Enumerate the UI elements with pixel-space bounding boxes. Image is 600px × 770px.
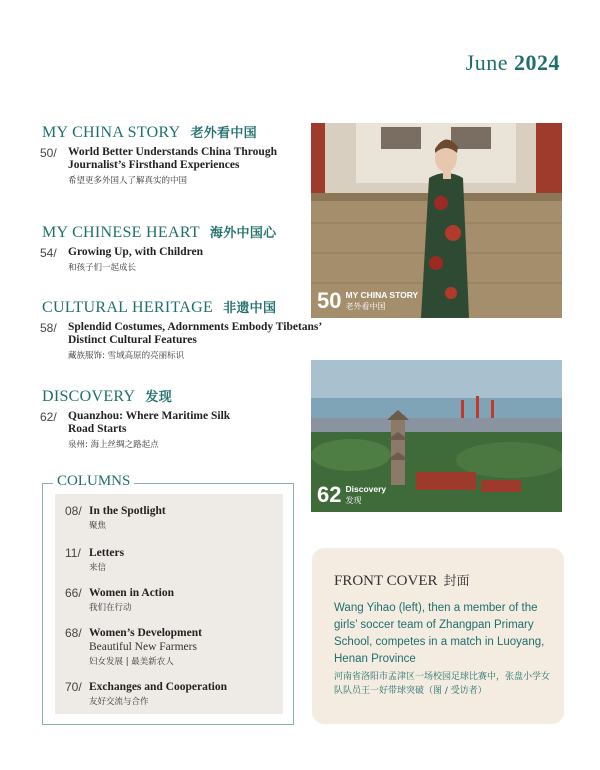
column-subtitle: 来信 [89, 563, 107, 573]
section-discovery [42, 386, 242, 450]
issue-month: June [465, 50, 508, 75]
photo-caption-cn: 发现 [345, 496, 362, 505]
column-subtitle: 我们在行动 [89, 603, 132, 613]
section-my-chinese-heart [42, 222, 312, 273]
issue-year: 2024 [514, 50, 560, 75]
page-number: 08/ [65, 504, 82, 518]
section-heading [42, 386, 242, 406]
page-number: 66/ [65, 586, 82, 600]
section-heading [42, 222, 312, 242]
toc-entry[interactable] [42, 146, 312, 186]
page-number: 11/ [65, 546, 81, 560]
entry-title: Quanzhou: Where Maritime Silk Road Starts [68, 410, 231, 435]
entry-title: Growing Up, with Children [68, 246, 204, 258]
toc-entry[interactable] [42, 321, 322, 361]
columns-box [42, 473, 294, 725]
issue-date [466, 50, 560, 76]
entry-title: Splendid Costumes, Adornments Embody Tibetans’ Distinct Cultural Features [68, 321, 322, 346]
page-number: 68/ [65, 626, 82, 640]
column-item[interactable] [65, 680, 275, 707]
section-heading-en: CULTURAL HERITAGE [42, 299, 214, 316]
front-cover-title-cn: 封面 [443, 574, 470, 589]
column-title: Exchanges and Cooperation [89, 681, 228, 693]
section-heading-en: DISCOVERY [42, 388, 136, 405]
front-cover-title-en: FRONT COVER [334, 573, 438, 589]
column-subtitle: 友好交流与合作 [89, 697, 149, 707]
photo-my-china-story[interactable] [311, 123, 562, 318]
column-item[interactable] [65, 546, 275, 573]
photo-page-number: 62 [317, 482, 342, 507]
photo-caption [317, 290, 418, 312]
front-cover-box [312, 548, 564, 724]
section-heading-cn: 海外中国心 [209, 226, 277, 241]
entry-title: World Better Understands China Through Journalist’s Firsthand Experiences [68, 146, 277, 171]
column-title-secondary: Beautiful New Farmers [89, 641, 197, 653]
photo-page-number: 50 [317, 288, 342, 313]
photo-caption-cn: 老外看中国 [345, 302, 386, 311]
toc-entry[interactable] [42, 246, 312, 273]
section-heading-cn: 非遗中国 [223, 301, 277, 316]
columns-list [55, 494, 283, 714]
column-subtitle: 妇女发展 | 最美新农人 [89, 657, 174, 667]
column-item[interactable] [65, 586, 275, 613]
page-number: 62/ [40, 410, 57, 424]
entry-subtitle: 希望更多外国人了解真实的中国 [68, 176, 188, 186]
front-cover-caption-en: Wang Yihao (left), then a member of the girls’ soccer team of Zhangpan Primary School, competes in a match in Luoyang, Henan Province [334, 602, 545, 665]
column-title: In the Spotlight [89, 505, 166, 517]
section-heading-cn: 老外看中国 [190, 126, 257, 141]
column-title: Women in Action [89, 587, 174, 599]
entry-subtitle: 和孩子们一起成长 [68, 263, 137, 273]
section-heading [42, 297, 322, 317]
column-item[interactable] [65, 504, 275, 531]
column-subtitle: 聚焦 [89, 521, 107, 531]
toc-entry[interactable] [42, 410, 242, 450]
page-number: 58/ [40, 321, 57, 335]
section-my-china-story [42, 122, 312, 186]
photo-caption [317, 484, 386, 506]
photo-discovery[interactable] [311, 360, 562, 512]
column-item[interactable] [65, 626, 275, 667]
page-number: 70/ [65, 680, 82, 694]
columns-title: COLUMNS [53, 473, 134, 490]
photo-caption-en: MY CHINA STORY [345, 290, 419, 300]
section-heading-en: MY CHINA STORY [42, 124, 181, 141]
front-cover-caption-cn: 河南省洛阳市孟津区一场校园足球比赛中，张盘小学女队队员王一好带球突破（图 / 受访者） [334, 672, 551, 696]
photo-woman-qipao-image [311, 123, 562, 318]
section-cultural-heritage [42, 297, 322, 361]
section-heading-cn: 发现 [145, 390, 172, 405]
column-title: Women’s Development [89, 627, 202, 639]
front-cover-title [334, 570, 470, 590]
section-heading-en: MY CHINESE HEART [42, 224, 200, 241]
page-number: 54/ [40, 246, 57, 260]
photo-caption-en: Discovery [345, 484, 387, 494]
entry-subtitle: 泉州: 海上丝绸之路起点 [68, 440, 159, 450]
column-title: Letters [89, 547, 125, 559]
page-number: 50/ [40, 146, 57, 160]
section-heading [42, 122, 312, 142]
entry-subtitle: 藏族服饰: 雪域高原的亮丽标识 [68, 351, 185, 361]
